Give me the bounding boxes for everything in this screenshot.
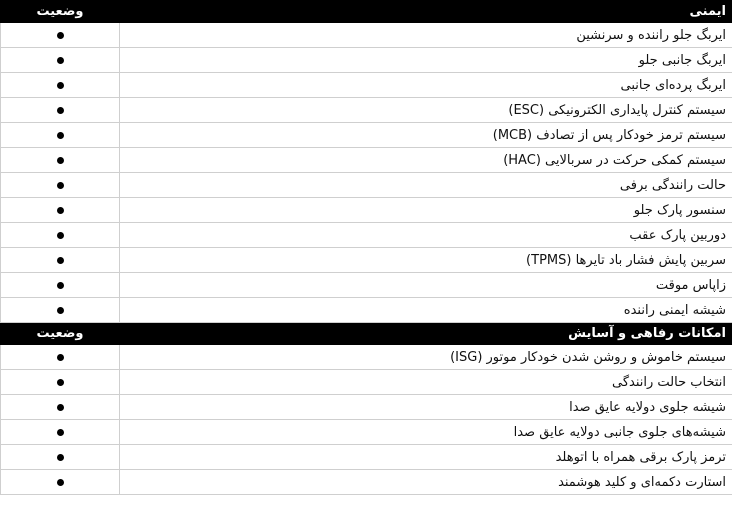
- bullet-icon: [57, 479, 64, 486]
- status-column-header: وضعیت: [1, 1, 120, 23]
- feature-name: شیشه ایمنی راننده: [120, 298, 732, 323]
- bullet-icon: [57, 454, 64, 461]
- table-row: [1, 395, 732, 420]
- table-row: [1, 370, 732, 395]
- status-cell: [1, 345, 120, 370]
- feature-name: ترمز پارک برقی همراه با اتوهلد: [120, 445, 732, 470]
- table-row: [1, 123, 732, 148]
- table-row: [1, 23, 732, 48]
- status-cell: [1, 273, 120, 298]
- status-cell: [1, 445, 120, 470]
- feature-name: انتخاب حالت رانندگی: [120, 370, 732, 395]
- status-cell: [1, 198, 120, 223]
- status-cell: [1, 98, 120, 123]
- bullet-icon: [57, 207, 64, 214]
- feature-name: شیشه جلوی دولایه عایق صدا: [120, 395, 732, 420]
- feature-name: سیستم ترمز خودکار پس از تصادف (MCB): [120, 123, 732, 148]
- bullet-icon: [57, 182, 64, 189]
- bullet-icon: [57, 107, 64, 114]
- bullet-icon: [57, 354, 64, 361]
- status-cell: [1, 370, 120, 395]
- bullet-icon: [57, 57, 64, 64]
- bullet-icon: [57, 257, 64, 264]
- feature-name: سنسور پارک جلو: [120, 198, 732, 223]
- section-header: [1, 1, 732, 23]
- bullet-icon: [57, 32, 64, 39]
- table-row: [1, 223, 732, 248]
- bullet-icon: [57, 82, 64, 89]
- table-row: [1, 273, 732, 298]
- table-row: [1, 420, 732, 445]
- status-cell: [1, 123, 120, 148]
- bullet-icon: [57, 379, 64, 386]
- feature-name: زاپاس موقت: [120, 273, 732, 298]
- feature-name: حالت رانندگی برفی: [120, 173, 732, 198]
- bullet-icon: [57, 232, 64, 239]
- feature-name: سربین پایش فشار باد تایرها (TPMS): [120, 248, 732, 273]
- table-row: [1, 48, 732, 73]
- status-cell: [1, 395, 120, 420]
- table-row: [1, 173, 732, 198]
- table-row: [1, 148, 732, 173]
- feature-name: ایربگ جلو راننده و سرنشین: [120, 23, 732, 48]
- table-row: [1, 198, 732, 223]
- status-cell: [1, 48, 120, 73]
- status-cell: [1, 223, 120, 248]
- bullet-icon: [57, 282, 64, 289]
- section-title: ایمنی: [120, 1, 732, 23]
- feature-name: سیستم خاموش و روشن شدن خودکار موتور (ISG): [120, 345, 732, 370]
- status-cell: [1, 73, 120, 98]
- bullet-icon: [57, 307, 64, 314]
- status-column-header: وضعیت: [1, 323, 120, 345]
- status-cell: [1, 298, 120, 323]
- feature-name: استارت دکمه‌ای و کلید هوشمند: [120, 470, 732, 495]
- table-row: [1, 470, 732, 495]
- status-cell: [1, 173, 120, 198]
- table-row: [1, 298, 732, 323]
- feature-name: شیشه‌های جلوی جانبی دولایه عایق صدا: [120, 420, 732, 445]
- feature-name: ایربگ پرده‌ای جانبی: [120, 73, 732, 98]
- bullet-icon: [57, 429, 64, 436]
- feature-name: دوربین پارک عقب: [120, 223, 732, 248]
- spec-table-body: [1, 1, 732, 495]
- status-cell: [1, 470, 120, 495]
- status-cell: [1, 420, 120, 445]
- table-row: [1, 73, 732, 98]
- table-row: [1, 248, 732, 273]
- feature-name: سیستم کنترل پایداری الکترونیکی (ESC): [120, 98, 732, 123]
- table-row: [1, 445, 732, 470]
- bullet-icon: [57, 157, 64, 164]
- status-cell: [1, 148, 120, 173]
- section-header: [1, 323, 732, 345]
- bullet-icon: [57, 132, 64, 139]
- table-row: [1, 98, 732, 123]
- status-cell: [1, 248, 120, 273]
- section-title: امکانات رفاهی و آسایش: [120, 323, 732, 345]
- table-row: [1, 345, 732, 370]
- feature-name: سیستم کمکی حرکت در سربالایی (HAC): [120, 148, 732, 173]
- status-cell: [1, 23, 120, 48]
- bullet-icon: [57, 404, 64, 411]
- feature-name: ایربگ جانبی جلو: [120, 48, 732, 73]
